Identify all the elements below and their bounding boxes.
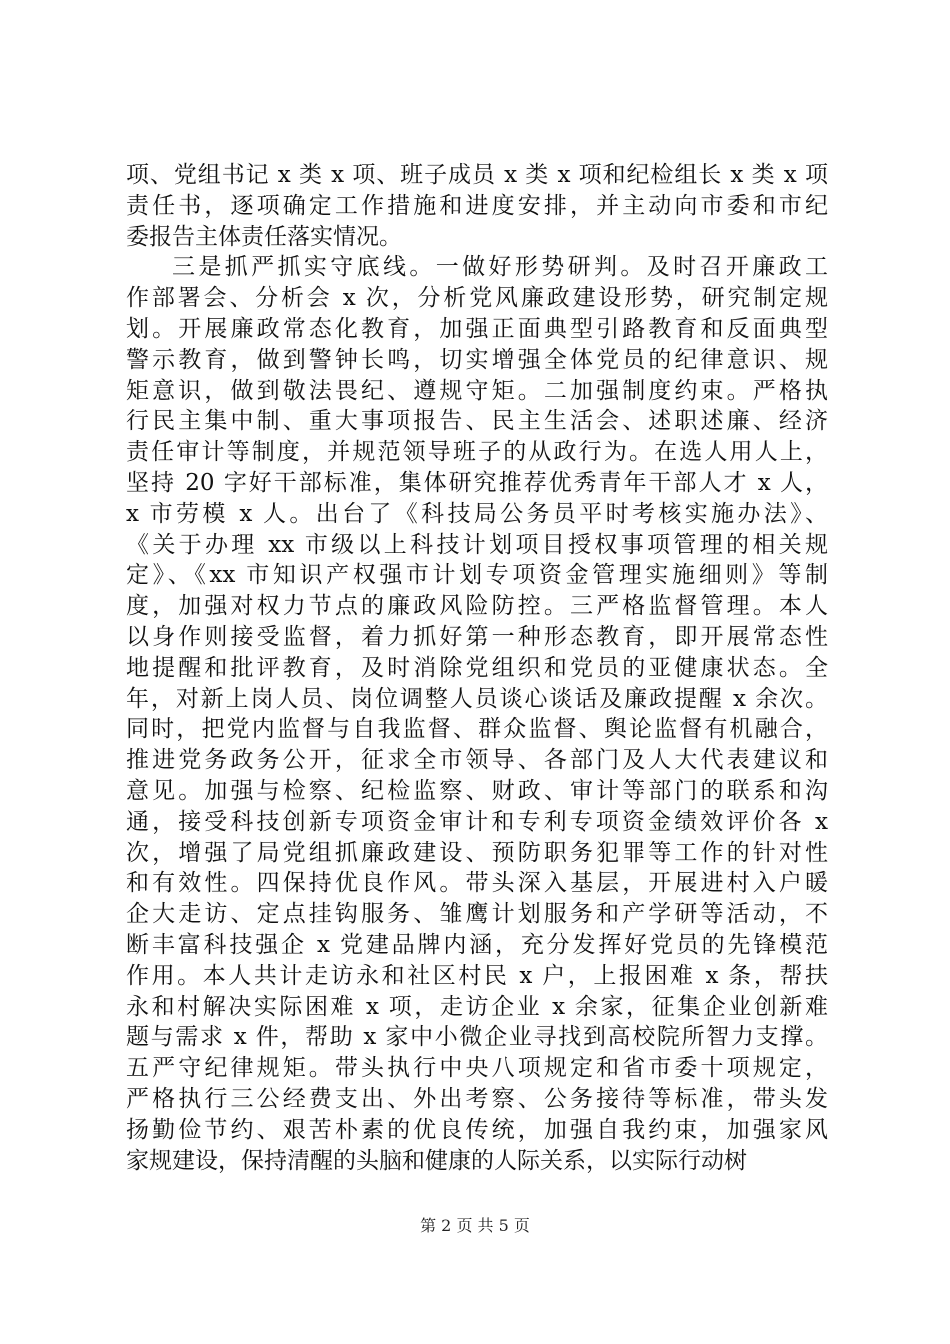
text-line: 作用。本人共计走访永和社区村民 x 户，上报困难 x 条，帮扶 — [126, 962, 828, 989]
text-line: 行民主集中制、重大事项报告、民主生活会、述职述廉、经济 — [126, 408, 828, 435]
paragraph — [126, 160, 828, 252]
text-line: 五严守纪律规矩。带头执行中央八项规定和省市委十项规定， — [126, 1055, 828, 1082]
text-line: 断丰富科技强企 x 党建品牌内涵，充分发挥好党员的先锋模范 — [126, 931, 828, 958]
text-line: 以身作则接受监督，着力抓好第一种形态教育，即开展常态性 — [126, 623, 828, 650]
text-line: 定》、《xx 市知识产权强市计划专项资金管理实施细则》等制 — [126, 562, 828, 589]
text-line: 通，接受科技创新专项资金审计和专利专项资金绩效评价各 x — [126, 808, 828, 835]
paragraph — [126, 252, 828, 1176]
text-line: 坚持 20 字好干部标准，集体研究推荐优秀青年干部人才 x 人， — [126, 469, 828, 496]
text-line: 推进党务政务公开，征求全市领导、各部门及人大代表建议和 — [126, 747, 828, 774]
text-line: 作部署会、分析会 x 次，分析党风廉政建设形势，研究制定规 — [126, 285, 828, 312]
text-line: 地提醒和批评教育，及时消除党组织和党员的亚健康状态。全 — [126, 654, 828, 681]
text-line: 次，增强了局党组抓廉政建设、预防职务犯罪等工作的针对性 — [126, 839, 828, 866]
text-line: 扬勤俭节约、艰苦朴素的优良传统，加强自我约束，加强家风 — [126, 1116, 828, 1143]
text-line: 和有效性。四保持优良作风。带头深入基层，开展进村入户暖 — [126, 870, 828, 897]
page-footer: 第 2 页 共 5 页 — [420, 1216, 530, 1235]
text-line: 三是抓严抓实守底线。一做好形势研判。及时召开廉政工 — [172, 254, 828, 281]
text-line: 划。开展廉政常态化教育，加强正面典型引路教育和反面典型 — [126, 315, 828, 342]
text-line: 矩意识，做到敬法畏纪、遵规守矩。二加强制度约束。严格执 — [126, 377, 828, 404]
text-line: 严格执行三公经费支出、外出考察、公务接待等标准，带头发 — [126, 1085, 828, 1112]
text-line: 企大走访、定点挂钩服务、雏鹰计划服务和产学研等活动，不 — [126, 901, 828, 928]
text-line: 年，对新上岗人员、岗位调整人员谈心谈话及廉政提醒 x 余次。 — [126, 685, 828, 712]
text-line: 《关于办理 xx 市级以上科技计划项目授权事项管理的相关规 — [126, 531, 828, 558]
text-line: 题与需求 x 件，帮助 x 家中小微企业寻找到高校院所智力支撑。 — [126, 1024, 828, 1051]
text-line: x 市劳模 x 人。出台了《科技局公务员平时考核实施办法》、 — [126, 500, 828, 527]
document-body — [126, 160, 828, 1176]
text-line: 意见。加强与检察、纪检监察、财政、审计等部门的联系和沟 — [126, 777, 828, 804]
text-line: 永和村解决实际困难 x 项，走访企业 x 余家，征集企业创新难 — [126, 993, 828, 1020]
text-line: 家规建设，保持清醒的头脑和健康的人际关系，以实际行动树 — [126, 1147, 747, 1174]
text-line: 同时，把党内监督与自我监督、群众监督、舆论监督有机融合， — [126, 716, 828, 743]
text-line: 警示教育，做到警钟长鸣，切实增强全体党员的纪律意识、规 — [126, 346, 828, 373]
text-line: 度，加强对权力节点的廉政风险防控。三严格监督管理。本人 — [126, 593, 828, 620]
text-line: 责任书，逐项确定工作措施和进度安排，并主动向市委和市纪 — [126, 192, 828, 219]
text-line: 项、党组书记 x 类 x 项、班子成员 x 类 x 项和纪检组长 x 类 x 项 — [126, 162, 828, 188]
text-line: 责任审计等制度，并规范领导班子的从政行为。在选人用人上， — [126, 439, 828, 466]
text-line: 委报告主体责任落实情况。 — [126, 223, 402, 250]
